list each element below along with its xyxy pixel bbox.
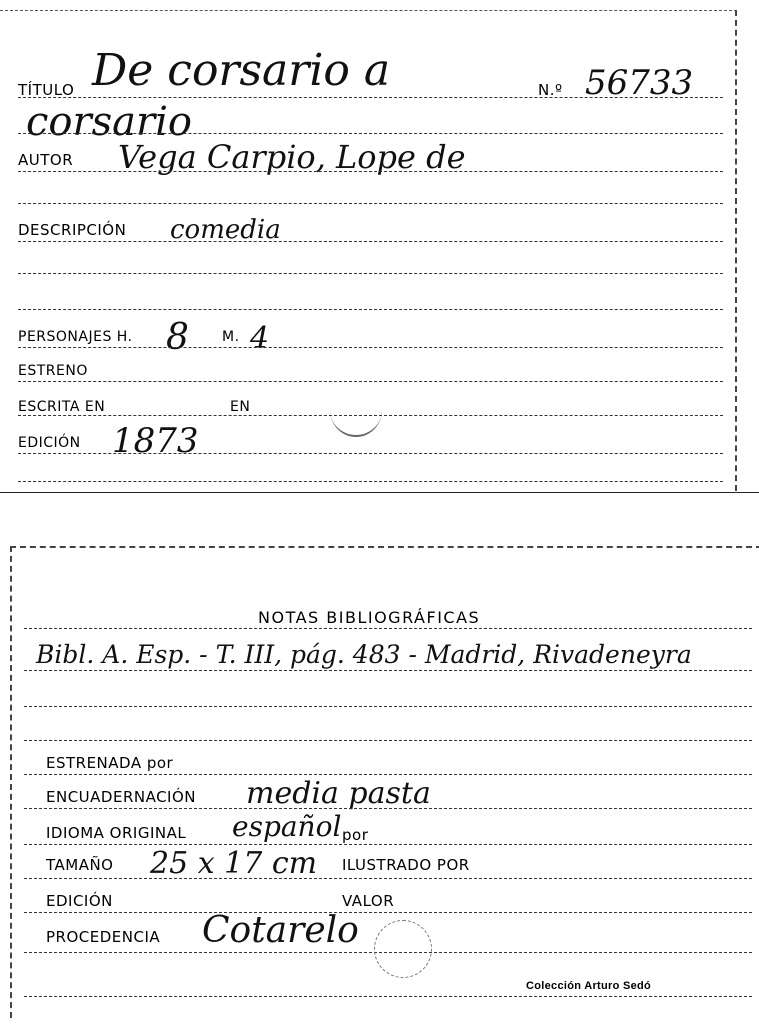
estreno-rule [18, 381, 723, 382]
edicion-rule [18, 453, 723, 454]
personajes-m-value: 4 [250, 321, 270, 356]
notas-rule-3 [24, 706, 752, 707]
personajes-h-value: 8 [166, 317, 189, 358]
footer-rule [24, 996, 752, 997]
encuadernacion-rule [24, 808, 752, 809]
idioma-rule [24, 844, 752, 845]
tamano-rule [24, 878, 752, 879]
autor-value: Vega Carpio, Lope de [118, 138, 466, 176]
notas-rule-4 [24, 740, 752, 741]
personajes-label: PERSONAJES H. [18, 329, 133, 345]
notas-value: Bibl. A. Esp. - T. III, pág. 483 - Madrid, Rivadeneyra [36, 640, 692, 669]
tamano-label: TAMAÑO [46, 856, 114, 874]
blank-rule-2 [18, 273, 723, 274]
encuadernacion-label: ENCUADERNACIÓN [46, 788, 197, 806]
faint-stamp-mark [330, 383, 382, 437]
idioma-value: español [232, 810, 342, 843]
personajes-m-label: M. [222, 329, 240, 345]
procedencia-label: PROCEDENCIA [46, 928, 161, 946]
encuadernacion-value: media pasta [246, 776, 431, 811]
page-bottom-line [0, 492, 759, 493]
idioma-label: IDIOMA ORIGINAL [46, 824, 187, 842]
numero-value: 56733 [585, 63, 694, 103]
titulo-value-line2: corsario [26, 99, 192, 145]
catalog-card-back [10, 546, 759, 1018]
tamano-value: 25 x 17 cm [150, 846, 318, 881]
collection-footer: Colección Arturo Sedó [526, 980, 652, 992]
notas-label: NOTAS BIBLIOGRÁFICAS [258, 608, 481, 627]
titulo-rule-2 [18, 133, 723, 134]
faint-stamp-circle [374, 920, 432, 978]
blank-rule-1 [18, 203, 723, 204]
edicion-label: EDICIÓN [18, 435, 81, 451]
autor-label: AUTOR [18, 151, 74, 169]
blank-rule-4 [18, 481, 723, 482]
estrenada-rule [24, 774, 752, 775]
en-label: EN [230, 399, 251, 415]
autor-rule [18, 171, 723, 172]
titulo-label: TÍTULO [18, 81, 75, 99]
titulo-rule [18, 97, 723, 98]
procedencia-value: Cotarelo [202, 910, 359, 951]
titulo-value-line1: De corsario a [92, 45, 391, 96]
notas-rule [24, 628, 752, 629]
notas-rule-2 [24, 670, 752, 671]
ilustrado-label: ILUSTRADO POR [342, 856, 470, 874]
edicion-back-label: EDICIÓN [46, 892, 113, 910]
edicion-back-rule [24, 912, 752, 913]
descripcion-rule [18, 241, 723, 242]
numero-label: N.º [538, 81, 563, 99]
catalog-card-front [0, 10, 737, 491]
estreno-label: ESTRENO [18, 363, 88, 379]
edicion-value: 1873 [112, 421, 199, 461]
valor-label: VALOR [342, 892, 395, 910]
descripcion-value: comedia [170, 215, 281, 245]
por-label: por [342, 826, 369, 844]
personajes-rule [18, 347, 723, 348]
escrita-label: ESCRITA EN [18, 399, 106, 415]
blank-rule-3 [18, 309, 723, 310]
descripcion-label: DESCRIPCIÓN [18, 221, 127, 239]
estrenada-label: ESTRENADA por [46, 754, 174, 772]
